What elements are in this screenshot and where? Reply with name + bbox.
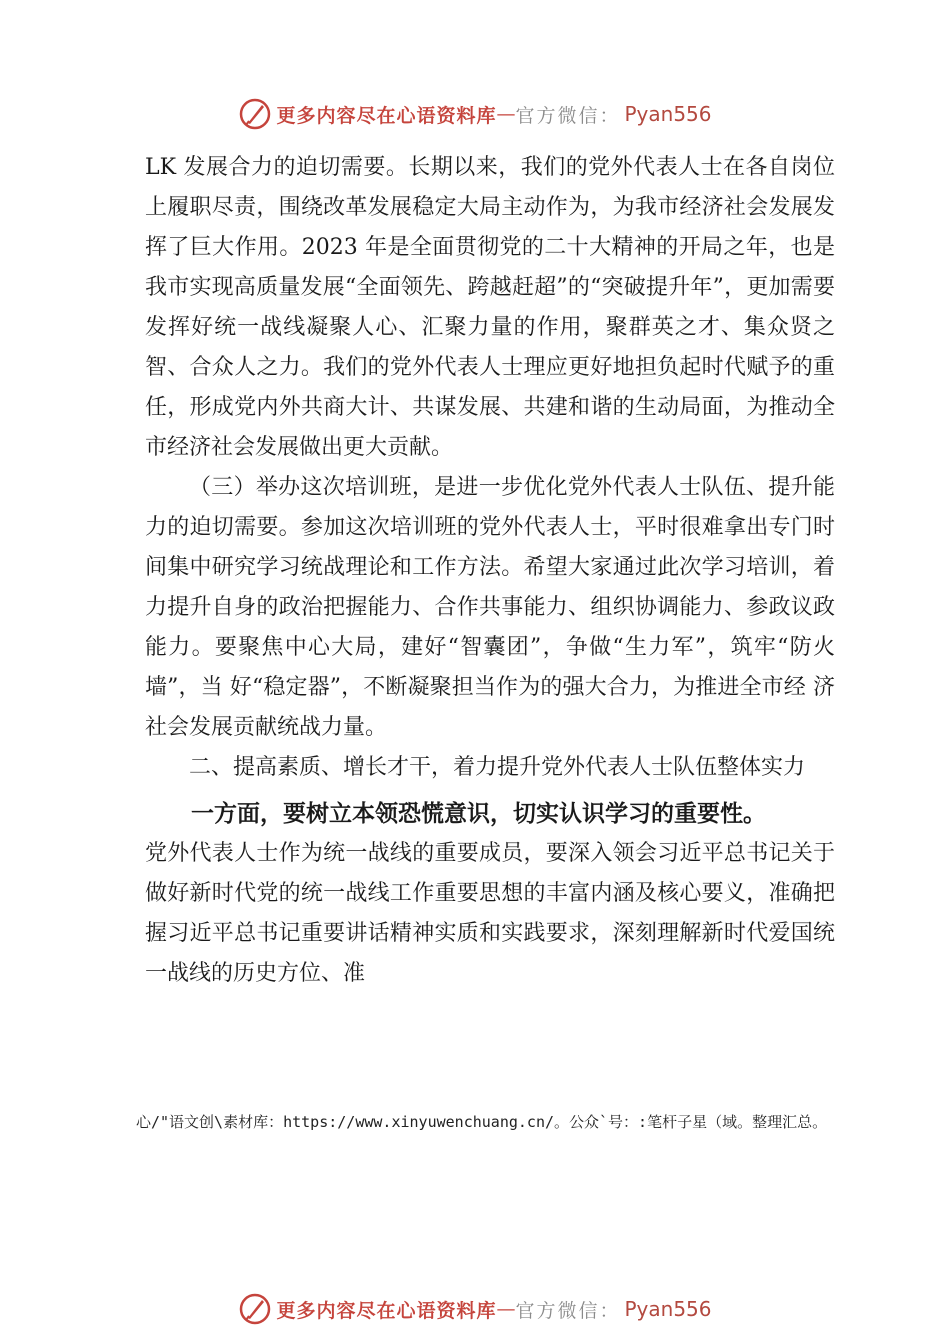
- banner-title: 更多内容尽在心语资料库: [276, 104, 497, 127]
- quill-logo-icon: [238, 1292, 272, 1326]
- banner-account: Pyan556: [624, 1297, 712, 1321]
- section-heading: 二、提高素质、增长才干，着力提升党外代表人士队伍整体实力: [189, 755, 806, 780]
- bold-heading: 一方面，要树立本领恐慌意识，切实认识学习的重要性。: [191, 801, 766, 827]
- quill-logo-icon: [238, 97, 272, 131]
- banner-account: Pyan556: [624, 102, 712, 126]
- document-body: [145, 148, 835, 994]
- source-footnote: 心/"语文创\素材库：https://www.xinyuwenchuang.cn/。公众`号：:笔杆子星（域。整理汇总。: [136, 1113, 828, 1131]
- paragraph-1: LK 发展合力的迫切需要。长期以来，我们的党外代表人士在各自岗位上履职尽责，围绕改革发展稳定大局主动作为，为我市经济社会发展发挥了巨大作用。2023 年是全面贯彻党的二十大精神的开局之年，也是我市实现高质量发展“全面领先、跨越赶超”的“突破提升年”，更加需要发挥好统一战线凝聚人心、汇聚力量的作用，聚群英之才、集众贤之智、合众人之力。我们的党外代表人士理应更好地担负起时代赋予的重任，形成党内外共商大计、共谋发展、共建和谐的生动局面，为推动全市经济社会发展做出更大贡献。: [145, 155, 835, 460]
- banner-label: 官方微信：: [515, 104, 621, 127]
- banner-dash: —: [496, 1298, 516, 1320]
- header-watermark-banner: [0, 94, 950, 134]
- banner-dash: —: [496, 103, 516, 125]
- banner-label: 官方微信：: [515, 1299, 621, 1322]
- closing-paragraph: 党外代表人士作为统一战线的重要成员，要深入领会习近平总书记关于做好新时代党的统一战线工作重要思想的丰富内涵及核心要义，准确把握习近平总书记重要讲话精神实质和实践要求，深刻理解新时代爱国统一战线的历史方位、准: [145, 841, 835, 986]
- banner-title: 更多内容尽在心语资料库: [276, 1299, 497, 1322]
- paragraph-2: （三）举办这次培训班，是进一步优化党外代表人士队伍、提升能力的迫切需要。参加这次培训班的党外代表人士，平时很难拿出专门时间集中研究学习统战理论和工作方法。希望大家通过此次学习培训，着力提升自身的政治把握能力、合作共事能力、组织协调能力、参政议政能力。要聚焦中心大局，建好“智囊团”，争做“生力军”，筑牢“防火墙”，当 好“稳定器”，不断凝聚担当作为的强大合力，为推进全市经 济社会发展贡献统战力量。: [145, 475, 835, 740]
- footer-watermark-banner: [0, 1289, 950, 1329]
